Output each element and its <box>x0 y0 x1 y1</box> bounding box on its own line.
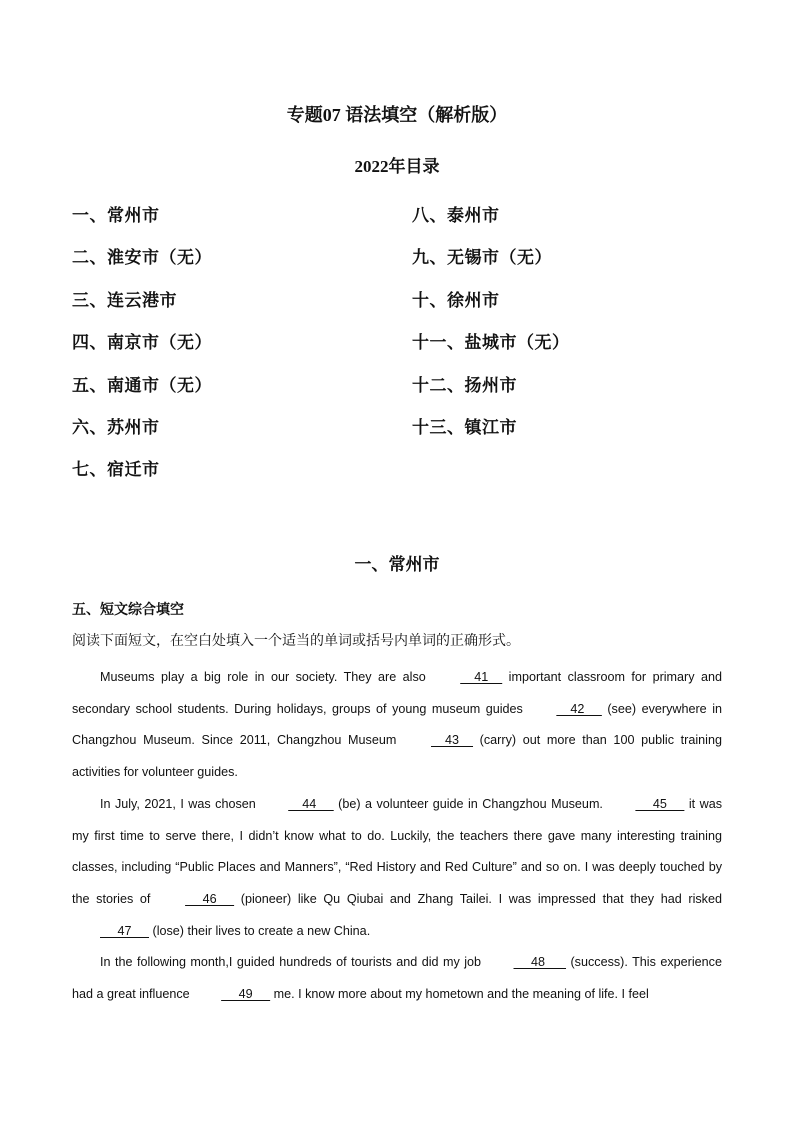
toc-item: 九、无锡市（无） <box>412 248 552 268</box>
blank-43: 43 <box>431 733 474 748</box>
toc-row <box>72 458 732 500</box>
toc-row <box>72 289 732 331</box>
blank-46: 46 <box>185 891 235 906</box>
toc-item: 六、苏州市 <box>72 417 160 437</box>
toc-subtitle: 2022年目录 <box>354 157 440 176</box>
passage-text: it was my first time to serve there, I didn’t know what to do. Luckily, the teachers there gave many interesting training classes, including “Public Places and Manners”, “Red History and Red Culture” and so on. I was deeply touched by the stories of <box>72 796 722 906</box>
passage-paragraph <box>72 662 722 789</box>
document-title: 专题07 语法填空（解析版） <box>286 105 508 125</box>
toc-item: 十三、镇江市 <box>412 417 517 437</box>
part-heading: 五、短文综合填空 <box>72 602 184 618</box>
toc-item: 五、南通市（无） <box>72 375 212 395</box>
toc-item: 十、徐州市 <box>412 290 500 310</box>
blank-49: 49 <box>221 987 271 1002</box>
toc-item: 十二、扬州市 <box>412 375 517 395</box>
passage-paragraph <box>72 789 722 948</box>
blank-45: 45 <box>635 796 685 811</box>
passage-text: (be) a volunteer guide in Changzhou Museum. <box>333 796 608 811</box>
toc-item: 一、常州市 <box>72 206 160 225</box>
blank-41: 41 <box>460 670 503 684</box>
toc-item: 十一、盐城市（无） <box>412 333 570 353</box>
toc-row <box>72 416 732 458</box>
passage-text: In July, 2021, I was chosen <box>100 796 261 811</box>
toc-item: 二、淮安市（无） <box>72 248 212 268</box>
passage-text: (carry) out more than 100 public training activities for volunteer guides. <box>72 733 722 780</box>
section-heading: 一、常州市 <box>354 555 440 574</box>
passage-text: (see) everywhere in Changzhou Museum. Since 2011, Changzhou Museum <box>72 701 722 748</box>
instructions: 阅读下面短文，在空白处填入一个适当的单词或括号内单词的正确形式。 <box>72 633 520 649</box>
toc-row <box>72 204 732 246</box>
toc-row <box>72 331 732 373</box>
passage-text: (pioneer) like Qu Qiubai and Zhang Tailei. I was impressed that they had risked <box>234 891 722 906</box>
passage-text: important classroom for primary and secondary school students. During holidays, groups of young museum guides <box>72 670 723 716</box>
blank-48: 48 <box>513 955 567 970</box>
passage-text: (lose) their lives to create a new China. <box>149 923 371 938</box>
reading-passage <box>72 662 722 1011</box>
passage-text: me. I know more about my hometown and the meaning of life. I feel <box>270 987 649 1002</box>
passage-text: Museums play a big role in our society. They are also <box>100 670 433 684</box>
passage-paragraph <box>72 947 722 1010</box>
table-of-contents <box>72 204 732 501</box>
blank-42: 42 <box>556 701 602 716</box>
toc-row <box>72 246 732 288</box>
toc-row <box>72 374 732 416</box>
passage-text: (success). This experience had a great influence <box>72 955 722 1002</box>
blank-47: 47 <box>100 923 149 938</box>
toc-item: 三、连云港市 <box>72 290 177 310</box>
blank-44: 44 <box>288 796 334 811</box>
passage-text: In the following month,I guided hundreds of tourists and did my job <box>100 955 486 970</box>
toc-item: 四、南京市（无） <box>72 333 212 353</box>
toc-item: 八、泰州市 <box>412 206 500 225</box>
toc-item: 七、宿迁市 <box>72 460 160 480</box>
